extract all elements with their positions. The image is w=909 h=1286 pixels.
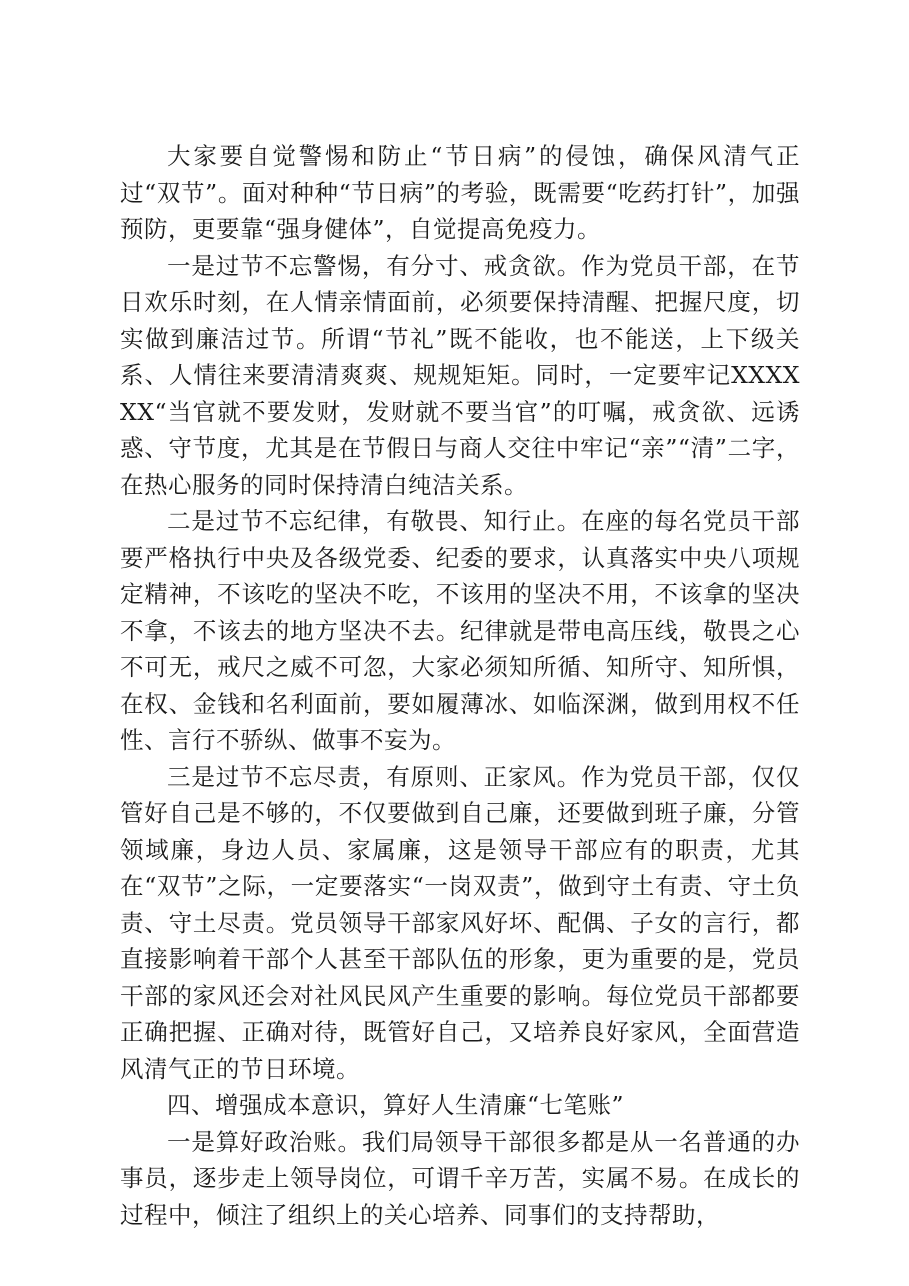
section-heading-four: 四、增强成本意识，算好人生清廉“七笔账” — [167, 1091, 625, 1119]
paragraph-point-two-discipline: 二是过节不忘纪律，有敬畏、知行止。在座的每名党员干部要严格执行中央及各级党委、纪委的要求，认真落实中央八项规定精神，不该吃的坚决不吃，不该用的坚决不用，不该拿的坚决不拿，不该去的地方坚决不去。纪律就是带电高压线，敬畏之心不可无，戒尺之威不可忽，大家必须知所循、知所守、知所惧，在权、金钱和名利面前，要如履薄冰、如临深渊，做到用权不任性、言行不骄纵、做事不妄为。 — [120, 507, 800, 754]
paragraph-point-one-vigilance: 一是过节不忘警惕，有分寸、戒贪欲。作为党员干部，在节日欢乐时刻，在人情亲情面前，必须要保持清醒、把握尺度，切实做到廉洁过节。所谓“节礼”既不能收，也不能送，上下级关系、人情往来要清清爽爽、规规矩矩。同时，一定要牢记XXXXXX“当官就不要发财，发财就不要当官”的叮嘱，戒贪欲、远诱惑、守节度，尤其是在节假日与商人交往中牢记“亲”“清”二字，在热心服务的同时保持清白纯洁关系。 — [120, 251, 800, 499]
paragraph-political-account: 一是算好政治账。我们局领导干部很多都是从一名普通的办事员，逐步走上领导岗位，可谓千辛万苦，实属不易。在成长的过程中，倾注了组织上的关心培养、同事们的支持帮助， — [120, 1127, 800, 1229]
paragraph-point-three-responsibility: 三是过节不忘尽责，有原则、正家风。作为党员干部，仅仅管好自己是不够的，不仅要做到自己廉，还要做到班子廉，分管领域廉，身边人员、家属廉，这是领导干部应有的职责，尤其在“双节”之际，一定要落实“一岗双责”，做到守土有责、守土负责、守土尽责。党员领导干部家风好坏、配偶、子女的言行，都直接影响着干部个人甚至干部队伍的形象，更为重要的是，党员干部的家风还会对社风民风产生重要的影响。每位党员干部都要正确把握、正确对待，既管好自己，又培养良好家风，全面营造风清气正的节日环境。 — [120, 762, 800, 1083]
paragraph-intro: 大家要自觉警惕和防止“节日病”的侵蚀，确保风清气正过“双节”。面对种种“节日病”的考验，既需要“吃药打针”，加强预防，更要靠“强身健体”，自觉提高免疫力。 — [120, 142, 800, 243]
document-body — [120, 138, 800, 1233]
